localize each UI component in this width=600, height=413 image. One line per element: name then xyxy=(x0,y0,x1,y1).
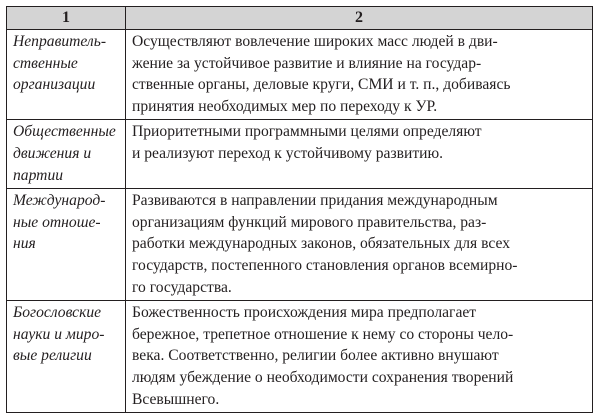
row-topic: Международ- ные отноше- ния xyxy=(7,189,126,301)
comparison-table xyxy=(6,6,593,413)
table-body xyxy=(7,30,593,413)
row-description: Развиваются в направлении придания международным организациям функций мирового правительства, раз- работки международных законов, обязательных для всех государств, постепенного становления органов всемирно- го государства. xyxy=(126,189,593,301)
header-row xyxy=(7,7,593,30)
row-description: Божественность происхождения мира предполагает бережное, трепетное отношение к нему со стороны чело- века. Соответственно, религии более активно внушают людям убеждение о необходимости сохранения творений Всевышнего. xyxy=(126,301,593,413)
table-row xyxy=(7,30,593,120)
column-header-2: 2 xyxy=(126,7,593,30)
table-row xyxy=(7,189,593,301)
table-row xyxy=(7,120,593,189)
row-description: Приоритетными программными целями определяют и реализуют переход к устойчивому развитию. xyxy=(126,120,593,189)
table-header xyxy=(7,7,593,30)
row-topic: Неправитель- ственные организации xyxy=(7,30,126,120)
row-topic: Общественные движения и партии xyxy=(7,120,126,189)
row-description: Осуществляют вовлечение широких масс людей в дви- жение за устойчивое развитие и влияние на государ- ственные органы, деловые круги, СМИ и т. п., добиваясь принятия необходимых мер по переходу к УР. xyxy=(126,30,593,120)
row-topic: Богословские науки и миро- вые религии xyxy=(7,301,126,413)
column-header-1: 1 xyxy=(7,7,126,30)
table-row xyxy=(7,301,593,413)
